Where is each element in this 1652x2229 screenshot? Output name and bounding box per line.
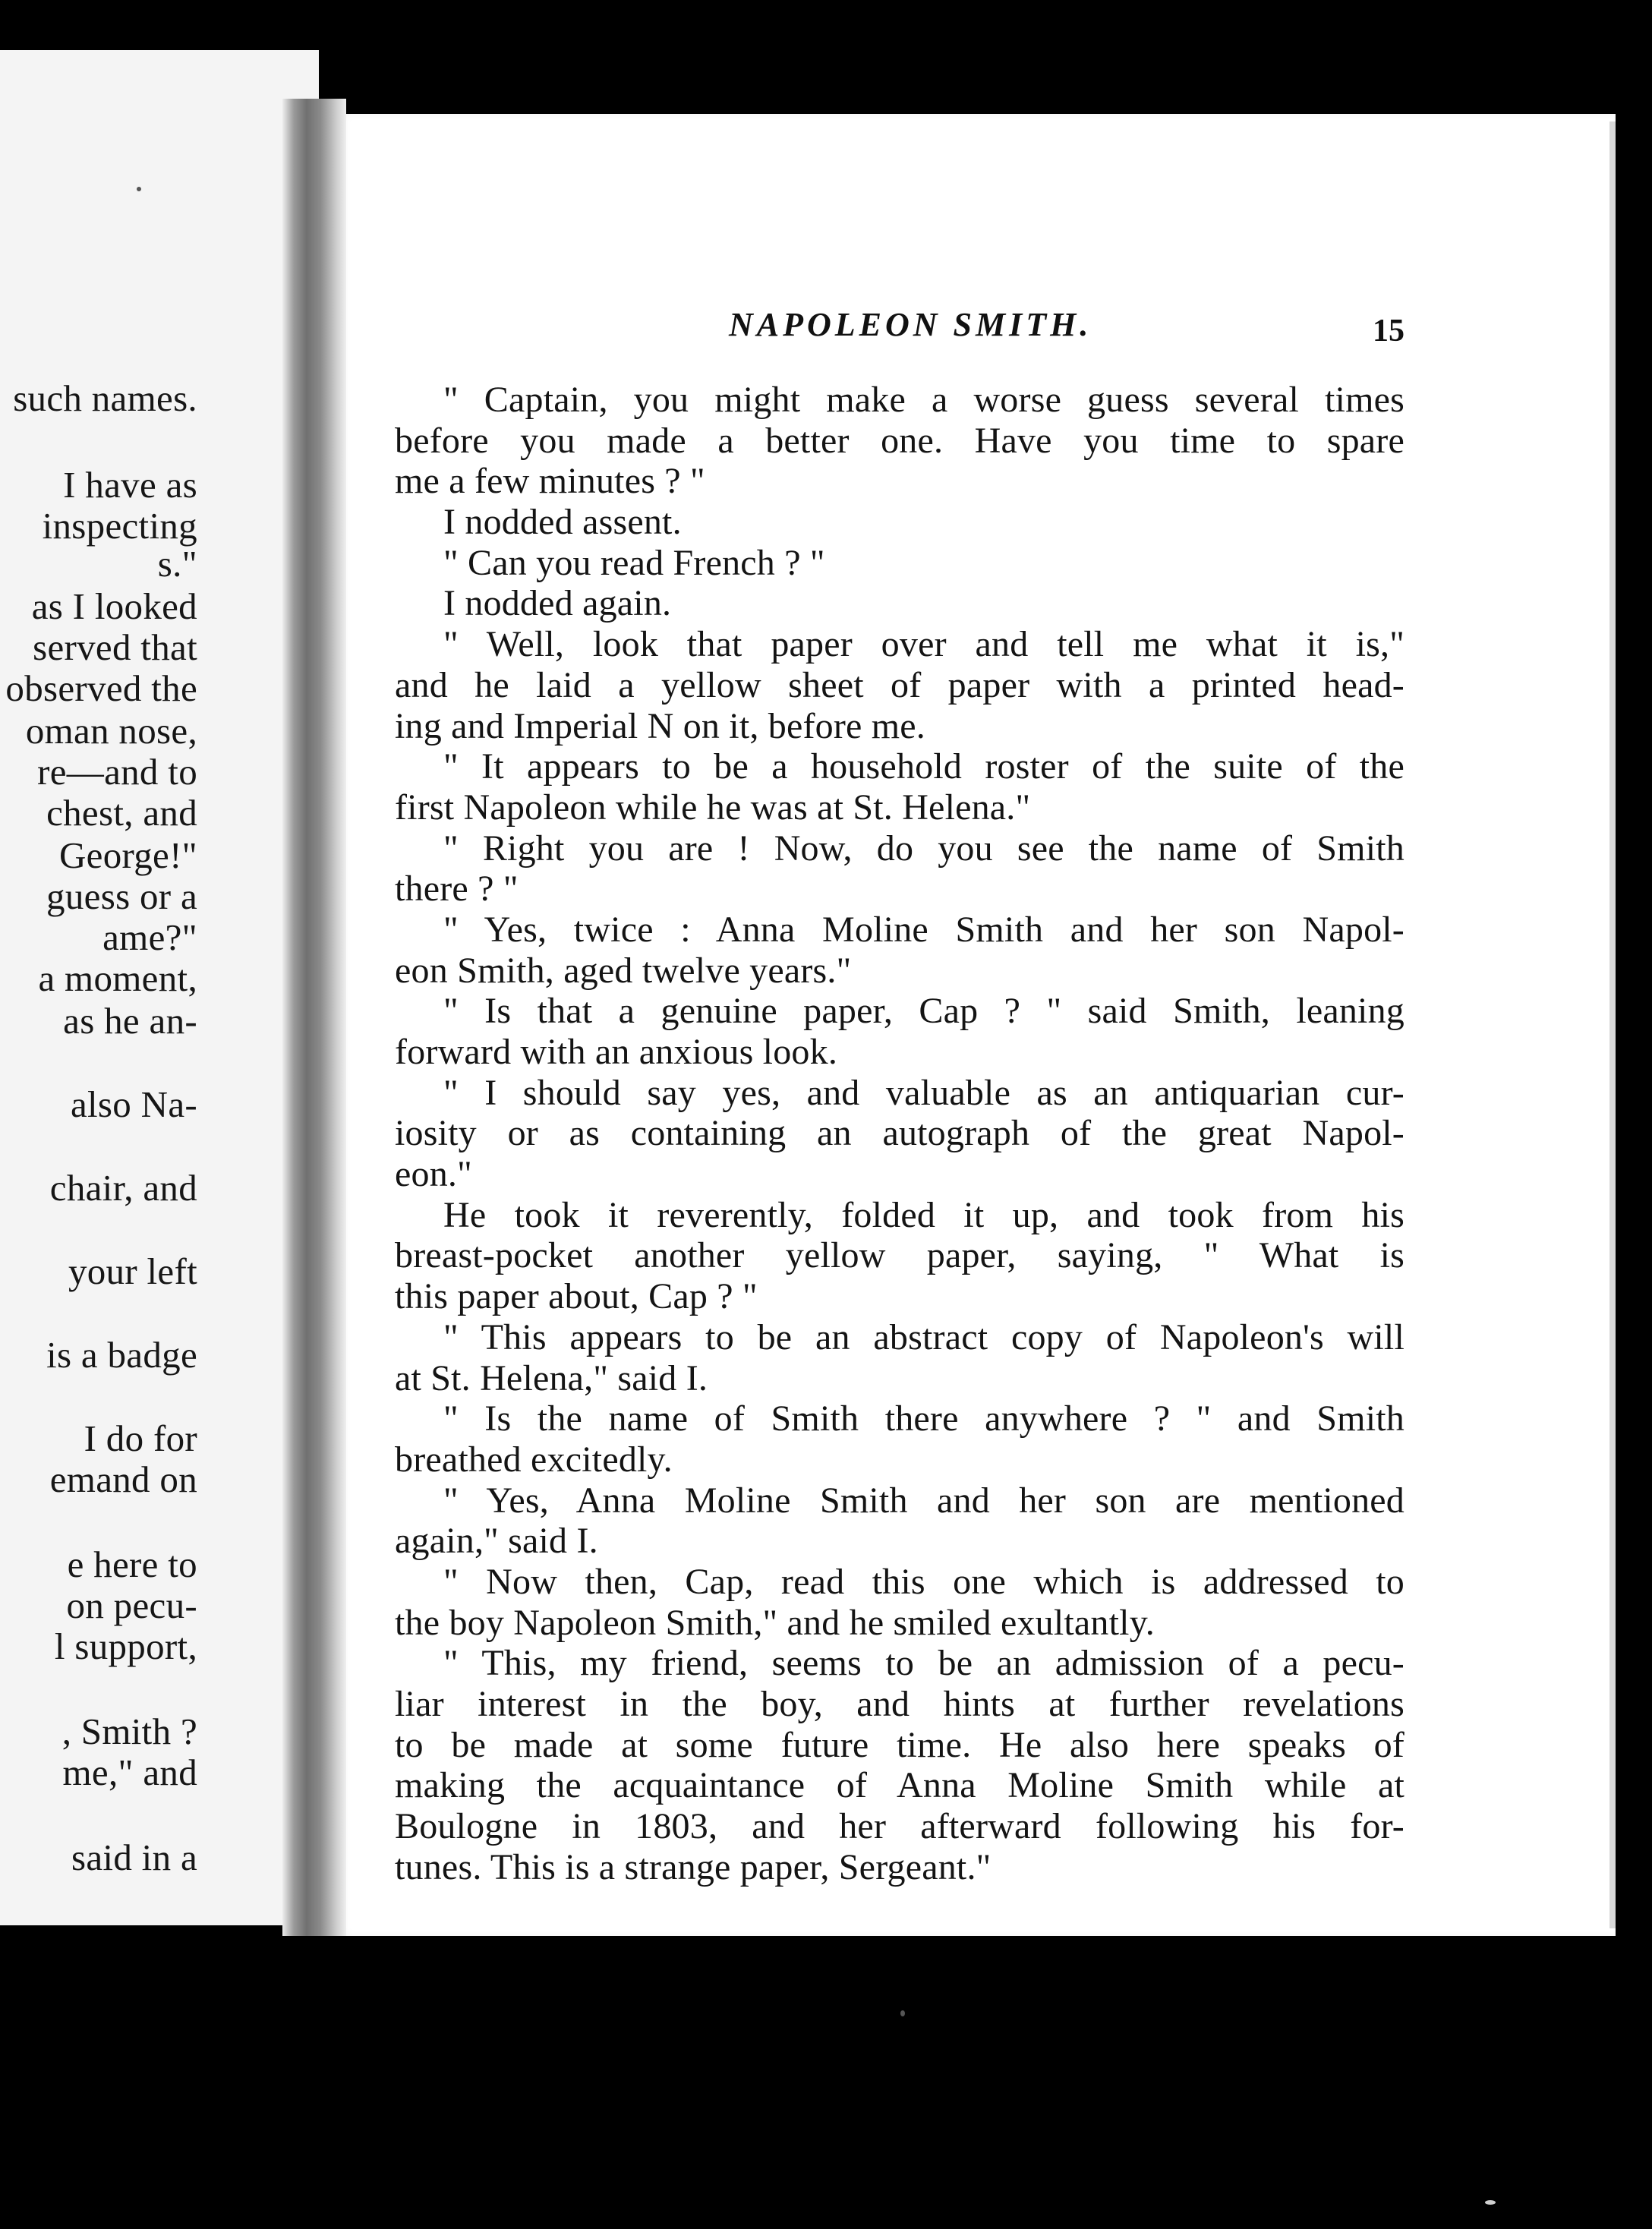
- text-line: breathed excitedly.: [395, 1439, 673, 1480]
- text-line: " I should say yes, and valuable as an antiquarian cur-: [443, 1072, 1405, 1113]
- page-number: 15: [1373, 314, 1405, 348]
- left-page-line: me," and: [62, 1751, 197, 1793]
- left-page-line: guess or a: [46, 875, 197, 917]
- left-page-line: such names.: [13, 377, 197, 419]
- text-line: " Well, look that paper over and tell me what it is,": [443, 624, 1405, 665]
- text-line: iosity or as containing an autograph of the great Napol-: [395, 1113, 1405, 1154]
- text-line: the boy Napoleon Smith," and he smiled exultantly.: [395, 1602, 1155, 1643]
- text-line: Boulogne in 1803, and her afterward following his for-: [395, 1806, 1405, 1847]
- text-line: this paper about, Cap ? ": [395, 1276, 758, 1317]
- left-page-line: I do for: [84, 1417, 197, 1459]
- text-line: forward with an anxious look.: [395, 1032, 838, 1072]
- text-line: " Yes, Anna Moline Smith and her son are mentioned: [443, 1480, 1405, 1521]
- text-line: me a few minutes ? ": [395, 461, 705, 502]
- left-page-line: served that: [33, 626, 197, 668]
- left-page-line: is a badge: [46, 1334, 197, 1376]
- text-line: " Is that a genuine paper, Cap ? " said Smith, leaning: [443, 991, 1405, 1032]
- scan-speck: [900, 2010, 905, 2016]
- left-page-line: inspecting: [42, 505, 197, 547]
- left-page-line: emand on: [49, 1458, 197, 1500]
- left-page-line: chest, and: [46, 792, 197, 834]
- text-line: first Napoleon while he was at St. Helena.": [395, 787, 1031, 828]
- text-line: there ? ": [395, 869, 519, 910]
- left-page-line: s.": [157, 543, 197, 585]
- text-line: eon Smith, aged twelve years.": [395, 950, 852, 991]
- left-page-line: l support,: [54, 1625, 197, 1667]
- left-page-line: , Smith ?: [61, 1710, 197, 1752]
- page-edge: [1609, 121, 1616, 1928]
- left-page-line: chair, and: [49, 1167, 197, 1209]
- text-line: making the acquaintance of Anna Moline Smith while at: [395, 1765, 1405, 1806]
- text-line: " Can you read French ? ": [443, 542, 825, 583]
- text-line: " This, my friend, seems to be an admission of a pecu-: [443, 1643, 1405, 1684]
- text-line: tunes. This is a strange paper, Sergeant.": [395, 1846, 992, 1887]
- text-line: " Yes, twice : Anna Moline Smith and her son Napol-: [443, 909, 1405, 950]
- text-line: to be made at some future time. He also here speaks of: [395, 1724, 1405, 1765]
- left-page-line: said in a: [71, 1836, 197, 1878]
- text-line: eon.": [395, 1154, 472, 1195]
- left-page-line: re—and to: [37, 751, 197, 793]
- text-line: I nodded again.: [443, 583, 672, 624]
- left-page-line: I have as: [63, 464, 197, 506]
- text-line: He took it reverently, folded it up, and took from his: [443, 1194, 1405, 1235]
- text-line: at St. Helena," said I.: [395, 1357, 708, 1398]
- running-head: NAPOLEON SMITH.: [729, 306, 1092, 343]
- scan-speck: [137, 187, 141, 191]
- previous-page: [0, 50, 319, 1925]
- text-line: " Right you are ! Now, do you see the name of Smith: [443, 828, 1405, 869]
- left-page-line: e here to: [67, 1543, 197, 1585]
- left-page-line: oman nose,: [25, 710, 197, 752]
- left-page-line: ame?": [102, 916, 197, 958]
- text-line: liar interest in the boy, and hints at further revelations: [395, 1684, 1405, 1724]
- left-page-line: as he an-: [63, 1000, 197, 1042]
- text-line: " This appears to be an abstract copy of Napoleon's will: [443, 1316, 1405, 1357]
- text-line: breast-pocket another yellow paper, saying, " What is: [395, 1235, 1405, 1276]
- left-page-line: George!": [58, 834, 197, 876]
- left-page-line: as I looked: [31, 585, 197, 627]
- left-page-line: on pecu-: [66, 1584, 197, 1626]
- text-line: and he laid a yellow sheet of paper with a printed head-: [395, 664, 1405, 705]
- text-line: before you made a better one. Have you time to spare: [395, 420, 1405, 461]
- text-line: ing and Imperial N on it, before me.: [395, 705, 925, 746]
- text-line: " Now then, Cap, read this one which is addressed to: [443, 1561, 1405, 1602]
- left-page-line: observed the: [5, 667, 197, 709]
- text-line: I nodded assent.: [443, 502, 682, 543]
- text-line: " Is the name of Smith there anywhere ? " and Smith: [443, 1398, 1405, 1439]
- left-page-line: a moment,: [38, 957, 197, 999]
- text-line: " Captain, you might make a worse guess several times: [443, 380, 1405, 420]
- scan-speck: [1485, 2200, 1496, 2205]
- left-page-line: also Na-: [70, 1083, 197, 1125]
- text-line: again," said I.: [395, 1521, 598, 1562]
- body-text: [395, 380, 1405, 1887]
- binding-gutter: [282, 99, 346, 1936]
- text-line: " It appears to be a household roster of the suite of the: [443, 746, 1405, 787]
- left-page-line: your left: [68, 1250, 197, 1292]
